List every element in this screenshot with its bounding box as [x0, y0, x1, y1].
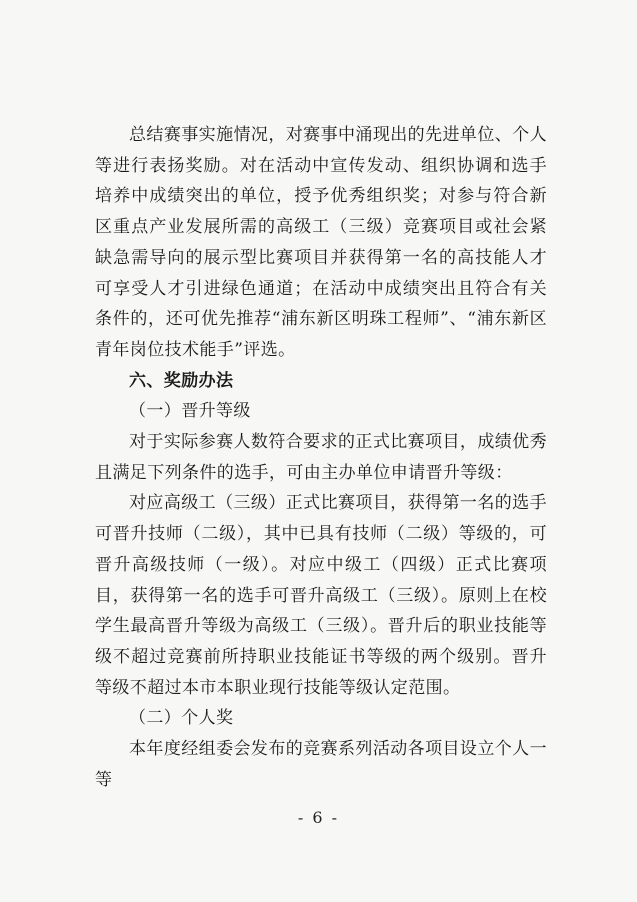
paragraph-promotion-conditions: 对于实际参赛人数符合要求的正式比赛项目，成绩优秀且满足下列条件的选手，可由主办单位申请晋升等级： — [95, 432, 547, 483]
section-heading-rewards: 六、奖励办法 — [129, 370, 234, 391]
paragraph-promotion-details: 对应高级工（三级）正式比赛项目，获得第一名的选手可晋升技师（二级），其中已具有技师（二级）等级的，可晋升高级技师（一级）。对应中级工（四级）正式比赛项目，获得第一名的选手可晋升高级工（三级）。原则上在校学生最高晋升等级为高级工（三级）。晋升后的职业技能等级不超过竞赛前所持职业技能证书等级的两个级别。晋升等级不超过本市本职业现行技能等级认定范围。 — [95, 493, 547, 698]
page-number: - 6 - — [297, 808, 340, 827]
subheading-individual-award: （二）个人奖 — [129, 708, 234, 729]
document-body — [95, 120, 547, 795]
paragraph-individual-award: 本年度经组委会发布的竞赛系列活动各项目设立个人一等 — [95, 739, 547, 790]
subheading-promotion: （一）晋升等级 — [129, 401, 251, 422]
paragraph-summary: 总结赛事实施情况，对赛事中涌现出的先进单位、个人等进行表扬奖励。对在活动中宣传发动、组织协调和选手培养中成绩突出的单位，授予优秀组织奖；对参与符合新区重点产业发展所需的高级工（三级）竞赛项目或社会紧缺急需导向的展示型比赛项目并获得第一名的高技能人才可享受人才引进绿色通道；在活动中成绩突出且符合有关条件的，还可优先推荐“浦东新区明珠工程师”、“浦东新区青年岗位技术能手”评选。 — [95, 125, 547, 360]
